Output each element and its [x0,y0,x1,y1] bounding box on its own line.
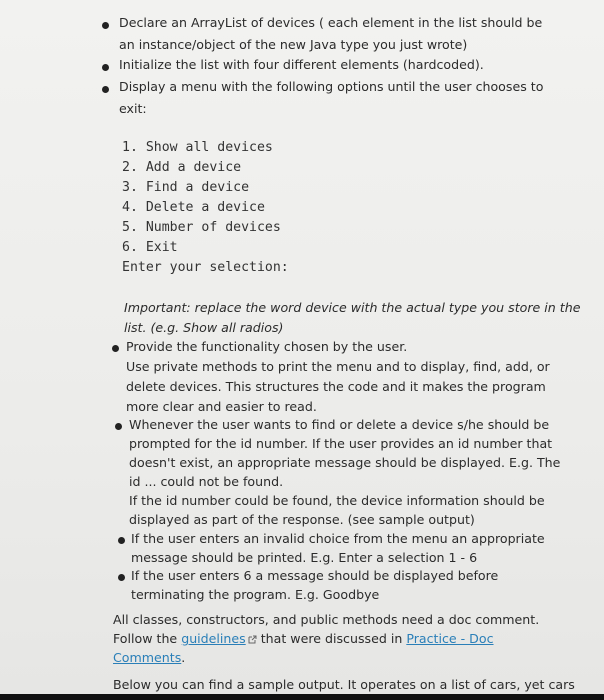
menu-code-line: 1. Show all devices [122,140,273,155]
sub-bullet-line: If the user enters an invalid choice from the menu an appropriate [131,531,545,546]
bullet-line: exit: [119,101,147,116]
sub-bullet-line: doesn't exist, an appropriate message should be displayed. E.g. The [129,455,561,470]
sub-bullet-line: prompted for the id number. If the user provides an id number that [129,436,553,451]
important-note: Important: replace the word device with the actual type you store in the [124,300,581,315]
follow-text: Follow the [113,631,178,646]
menu-code-line: 4. Delete a device [122,200,265,215]
menu-code-line: 3. Find a device [122,180,250,195]
bullet-dot [112,345,119,352]
sub-bullet-line: Whenever the user wants to find or delete a device s/he should be [129,417,550,432]
comments-link[interactable]: Comments [113,650,182,665]
sub-bullet-line: If the user enters 6 a message should be displayed before [131,568,499,583]
bullet-line: Display a menu with the following options until the user chooses to [119,79,544,94]
bullet-line: an instance/object of the new Java type you just wrote) [119,37,468,52]
doc-comment-line: All classes, constructors, and public methods need a doc comment. [113,612,540,627]
guidelines-link[interactable]: guidelines [181,631,246,646]
functionality-line: more clear and easier to read. [126,399,317,414]
sub-bullet-line: If the id number could be found, the device information should be [129,493,545,508]
bullet-dot [118,574,125,581]
bullet-line: Initialize the list with four different elements (hardcoded). [119,57,484,72]
doc-comment-line-3 [113,648,185,667]
bullet-dot [102,22,109,29]
practice-doc-link[interactable]: Practice - Doc [406,631,494,646]
bullet-line: Declare an ArrayList of devices ( each element in the list should be [119,15,543,30]
sub-bullet-line: terminating the program. E.g. Goodbye [131,587,380,602]
external-link-icon [248,630,257,649]
functionality-bullet: Provide the functionality chosen by the user. [126,339,408,354]
sub-bullet-line: displayed as part of the response. (see sample output) [129,512,475,527]
bullet-dot [102,64,109,71]
period-text: . [181,650,186,665]
menu-code-line: 2. Add a device [122,160,242,175]
functionality-line: delete devices. This structures the code and it makes the program [126,379,546,394]
bullet-dot [118,537,125,544]
sub-bullet-line: message should be printed. E.g. Enter a selection 1 - 6 [131,550,478,565]
bullet-dot [115,423,122,430]
menu-code-line: 6. Exit [122,240,178,255]
functionality-line: Use private methods to print the menu and to display, find, add, or [126,359,550,374]
menu-code-line: 5. Number of devices [122,220,281,235]
discussed-text: that were discussed in [260,631,403,646]
sub-bullet-line: id ... could not be found. [129,474,284,489]
bottom-edge [0,694,604,700]
sample-output-line: Below you can find a sample output. It operates on a list of cars, yet cars [113,677,575,692]
bullet-dot [102,86,109,93]
important-note: list. (e.g. Show all radios) [124,320,284,335]
menu-code-line: Enter your selection: [122,260,289,275]
doc-comment-line-2 [113,629,494,649]
